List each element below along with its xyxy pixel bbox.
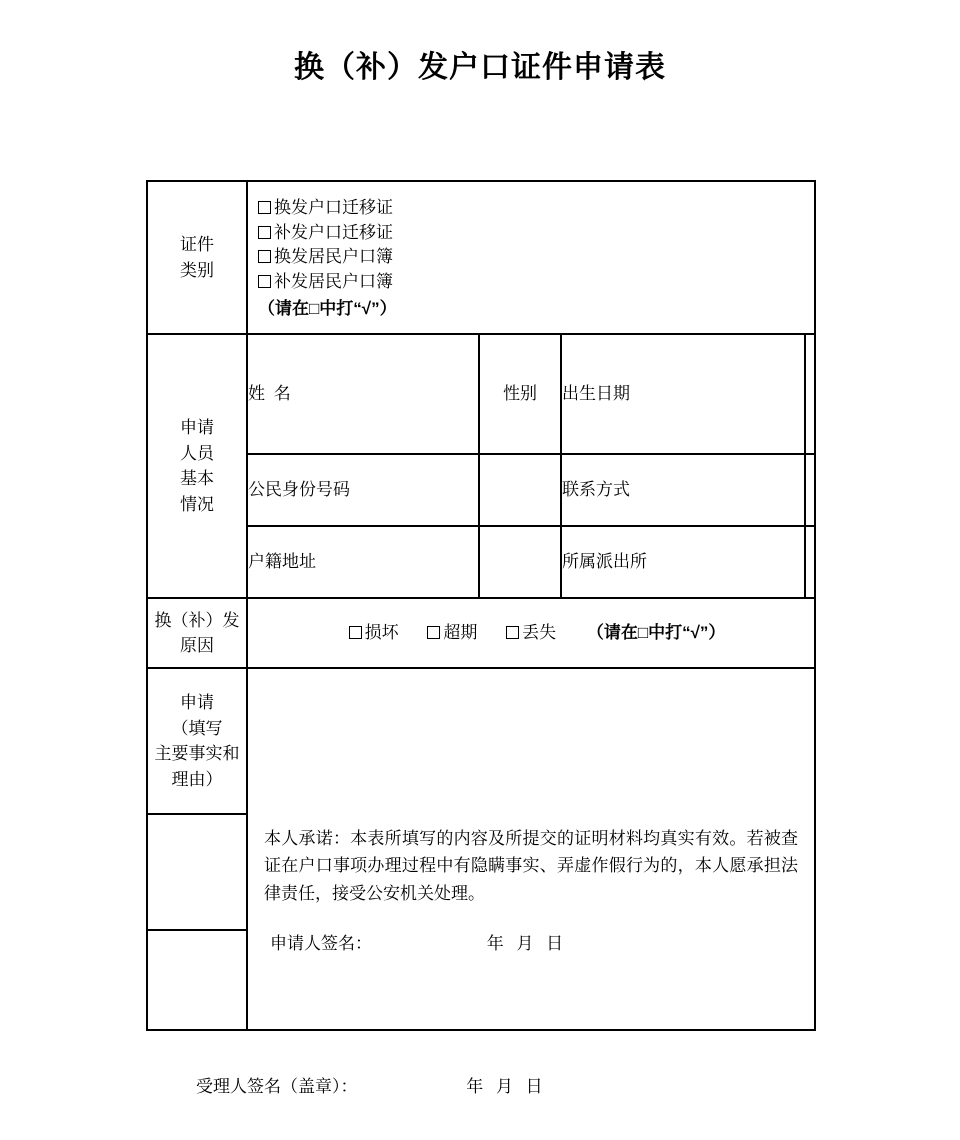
signature-label: 申请人签名： xyxy=(270,933,372,953)
cert-type-option-3[interactable] xyxy=(258,245,814,270)
page-title: 换（补）发户口证件申请表 xyxy=(294,51,666,84)
reason-label-cell xyxy=(147,598,247,668)
applicant-label-line2: 人员 xyxy=(180,443,214,463)
cert-type-option-1-label: 换发户口迁移证 xyxy=(274,198,393,217)
reason-option-3-label: 丢失 xyxy=(522,623,557,643)
birth-label-cell: 出生日期 xyxy=(561,334,805,454)
promise-label-spacer-cell xyxy=(147,814,247,930)
station-value-cell[interactable] xyxy=(805,526,815,598)
cert-type-option-1[interactable] xyxy=(258,196,814,221)
form-table xyxy=(146,180,816,1031)
signature-date-label: 年 月 日 xyxy=(486,933,568,953)
table-row-cert-type xyxy=(147,181,815,334)
application-label-line4: 理由） xyxy=(171,769,223,789)
table-row-reason xyxy=(147,598,815,668)
applicant-label-line4: 情况 xyxy=(180,494,214,514)
promise-text: 本人承诺：本表所填写的内容及所提交的证明材料均真实有效。若被查证在户口事项办理过程中有隐瞒事实、弄虚作假行为的，本人愿承担法律责任，接受公安机关处理。 xyxy=(264,829,799,903)
application-label-line3: 主要事实和 xyxy=(154,744,240,764)
application-content-area[interactable] xyxy=(248,669,814,815)
receiver-signature-row xyxy=(196,1072,547,1097)
checkbox-icon[interactable] xyxy=(506,626,519,639)
applicant-info-label-cell xyxy=(147,334,247,598)
reason-options-cell xyxy=(247,598,815,668)
applicant-label-line1: 申请 xyxy=(180,418,214,438)
cert-type-option-2-label: 补发户口迁移证 xyxy=(274,222,393,242)
document-page xyxy=(0,42,960,1140)
cert-type-option-4[interactable] xyxy=(258,270,814,295)
checkbox-icon[interactable] xyxy=(258,275,271,288)
application-content-cell[interactable] xyxy=(247,668,815,1030)
contact-label-cell: 联系方式 xyxy=(561,454,805,526)
table-row-id xyxy=(147,454,815,526)
signature-row xyxy=(248,915,814,967)
cert-type-options-cell xyxy=(247,181,815,334)
address-value-cell[interactable] xyxy=(479,526,561,598)
reason-option-1[interactable] xyxy=(349,623,399,642)
gender-label-cell: 性别 xyxy=(479,334,561,454)
cert-type-label-cell xyxy=(147,181,247,334)
application-label-line2: （填写 xyxy=(171,718,223,738)
name-label-cell: 姓 名 xyxy=(247,334,479,454)
contact-value-cell[interactable] xyxy=(805,454,815,526)
reason-option-3[interactable] xyxy=(506,623,556,642)
reason-option-1-label: 损坏 xyxy=(364,623,399,643)
application-label-cell xyxy=(147,668,247,814)
checkbox-icon[interactable] xyxy=(349,626,362,639)
table-row-application xyxy=(147,668,815,814)
application-form xyxy=(146,180,814,1031)
cert-type-option-3-label: 换发居民户口簿 xyxy=(274,247,393,267)
reason-note: （请在□中打“√”） xyxy=(586,623,726,643)
checkbox-icon[interactable] xyxy=(258,226,271,239)
application-label-line1: 申请 xyxy=(180,693,214,713)
table-row-name xyxy=(147,334,815,454)
table-row-address xyxy=(147,526,815,598)
reason-label-line2: 原因 xyxy=(180,636,214,656)
station-label-cell: 所属派出所 xyxy=(561,526,805,598)
applicant-label-line3: 基本 xyxy=(180,469,214,489)
checkbox-icon[interactable] xyxy=(258,201,271,214)
reason-option-2-label: 超期 xyxy=(443,623,478,643)
checkbox-icon[interactable] xyxy=(258,250,271,263)
cert-type-label-line2: 类别 xyxy=(180,260,214,280)
receiver-date-label: 年 月 日 xyxy=(466,1077,547,1096)
signature-label-spacer-cell xyxy=(147,930,247,1030)
id-label-cell: 公民身份号码 xyxy=(247,454,479,526)
photo-cell[interactable] xyxy=(805,334,815,454)
cert-type-option-2[interactable] xyxy=(258,221,814,246)
reason-option-2[interactable] xyxy=(427,623,477,642)
receiver-signature-label: 受理人签名（盖章）： xyxy=(196,1077,358,1096)
cert-type-note: （请在□中打“√”） xyxy=(258,298,397,318)
reason-label-line1: 换（补）发 xyxy=(154,610,240,630)
cert-type-label-line1: 证件 xyxy=(180,235,214,255)
cert-type-option-4-label: 补发居民户口簿 xyxy=(274,271,393,291)
id-value-cell[interactable] xyxy=(479,454,561,526)
checkbox-icon[interactable] xyxy=(427,626,440,639)
address-label-cell: 户籍地址 xyxy=(247,526,479,598)
